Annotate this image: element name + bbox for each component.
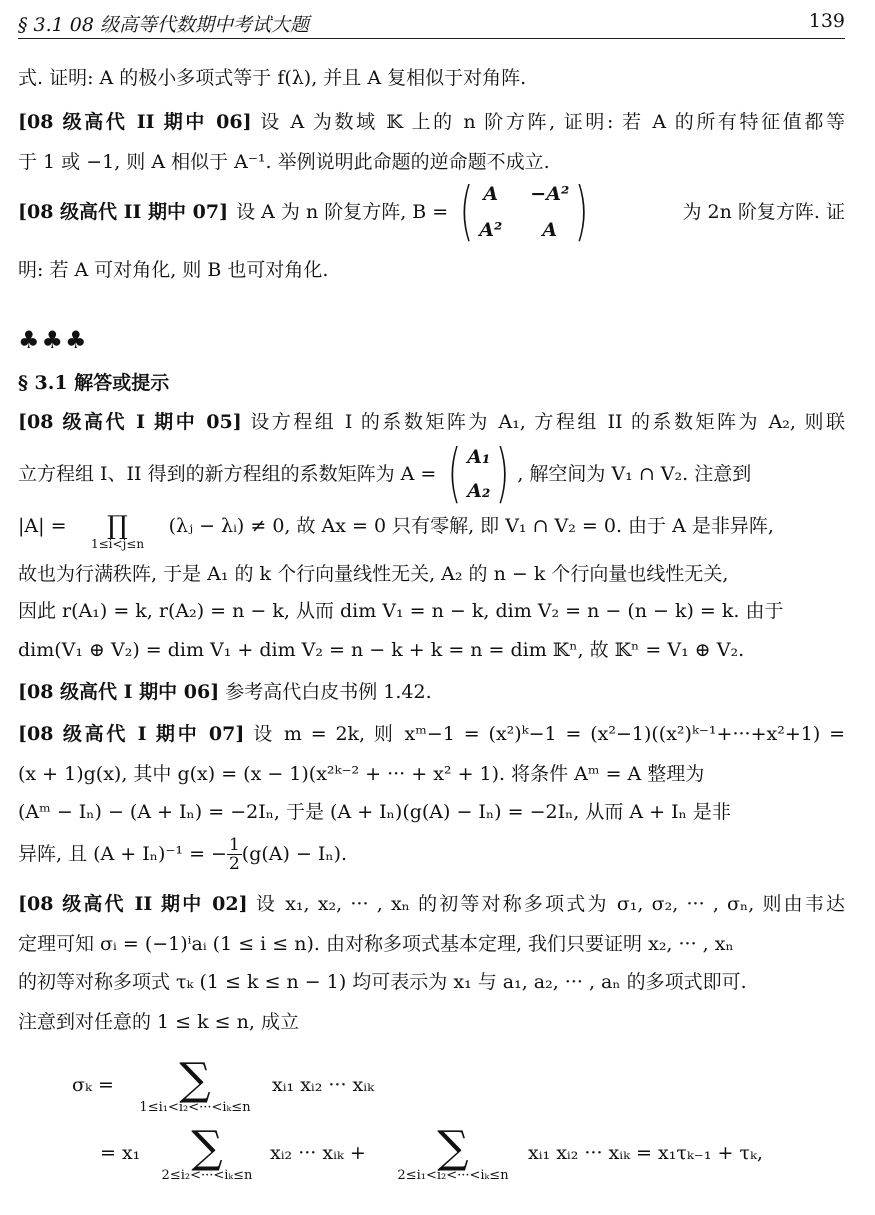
block-matrix-b: ( A −A² A² A ) <box>459 175 589 249</box>
problem-text: 于 1 或 −1, 则 A 相似于 A⁻¹. 举例说明此命题的逆命题不成立. <box>18 151 550 173</box>
matrix-cell: A₁ <box>467 446 491 468</box>
solution-text: 故也为行满秩阵, 于是 A₁ 的 k 个行向量线性无关, A₂ 的 n − k 个行向量也线性无关, <box>18 563 729 585</box>
problem-text: 明: 若 A 可对角化, 则 B 也可对角化. <box>18 259 329 281</box>
sum-limits: 2≤i₂<···<iₖ≤n <box>161 1168 253 1183</box>
solution-text: 异阵, 且 (A + Iₙ)⁻¹ = − <box>18 843 227 865</box>
matrix-cell: −A² <box>530 183 570 205</box>
solution-08-i-06 <box>18 678 845 706</box>
page-header <box>18 6 845 39</box>
equation-lhs: σₖ = <box>72 1074 114 1096</box>
solution-line <box>18 436 845 512</box>
matrix-cell: A <box>542 219 558 241</box>
solution-text: 参考高代白皮书例 1.42. <box>225 681 432 703</box>
solution-tag: [08 级高代 I 期中 05] <box>18 411 242 433</box>
problem-08-ii-06 <box>18 108 845 136</box>
solution-line <box>18 512 845 556</box>
solution-text: (λⱼ − λᵢ) ≠ 0, 故 Ax = 0 只有零解, 即 V₁ ∩ V₂ = 0. 由于 A 是非异阵, <box>168 515 774 537</box>
equation-term: xᵢ₁ xᵢ₂ ··· xᵢₖ <box>272 1074 375 1096</box>
solution-line <box>18 832 845 876</box>
solution-text: (g(A) − Iₙ). <box>241 843 348 865</box>
club-divider: ♣♣♣ <box>18 326 89 354</box>
sum-symbol: ∑ <box>191 1122 223 1173</box>
solution-text: , 解空间为 V₁ ∩ V₂. 注意到 <box>517 463 752 485</box>
equation-term: xᵢ₂ ··· xᵢₖ + <box>270 1142 366 1164</box>
fraction-denominator: 2 <box>228 853 240 874</box>
matrix-cell: A² <box>479 219 503 241</box>
solution-tag: [08 级高代 I 期中 07] <box>18 723 245 745</box>
sum-symbol: ∑ <box>179 1054 211 1105</box>
equation-lhs: = x₁ <box>100 1142 141 1164</box>
solution-tag: [08 级高代 I 期中 06] <box>18 681 220 703</box>
sum-symbol: ∑ <box>437 1122 469 1173</box>
problem-08-ii-07 <box>18 176 845 248</box>
stacked-matrix-a: ( A₁ A₂ ) <box>447 437 510 511</box>
section-heading: § 3.1 解答或提示 <box>18 372 170 394</box>
summation <box>120 1054 270 1115</box>
product-limits: 1≤i<j≤n <box>90 537 145 551</box>
problem-tag: [08 级高代 II 期中 06] <box>18 111 252 133</box>
problem-tag: [08 级高代 II 期中 07] <box>18 201 229 223</box>
solution-text: |A| = <box>18 515 67 537</box>
running-section-title: § 3.1 08 级高等代数期中考试大题 <box>18 14 310 36</box>
product-symbol: ∏ <box>107 511 128 541</box>
product-operator <box>73 512 163 550</box>
solution-tag: [08 级高代 II 期中 02] <box>18 893 248 915</box>
equation-term: xᵢ₁ xᵢ₂ ··· xᵢₖ = x₁τₖ₋₁ + τₖ, <box>528 1142 763 1164</box>
solution-text: (Aᵐ − Iₙ) − (A + Iₙ) = −2Iₙ, 于是 (A + Iₙ)(g(A) − Iₙ) = −2Iₙ, 从而 A + Iₙ 是非 <box>18 801 731 823</box>
solution-text: 设 x₁, x₂, ··· , xₙ 的初等对称多项式为 σ₁, σ₂, ··· , σₙ, 则由韦达 <box>255 893 846 915</box>
solution-text: 立方程组 I、II 得到的新方程组的系数矩阵为 A = <box>18 463 437 485</box>
problem-text: 式. 证明: A 的极小多项式等于 f(λ), 并且 A 复相似于对角阵. <box>18 67 527 89</box>
summation <box>382 1122 524 1183</box>
solution-08-i-05 <box>18 408 845 436</box>
solution-text: 的初等对称多项式 τₖ (1 ≤ k ≤ n − 1) 均可表示为 x₁ 与 a₁, a₂, ··· , aₙ 的多项式即可. <box>18 971 747 993</box>
solution-text: dim(V₁ ⊕ V₂) = dim V₁ + dim V₂ = n − k + k = n = dim 𝕂ⁿ, 故 𝕂ⁿ = V₁ ⊕ V₂. <box>18 639 745 661</box>
sum-limits: 2≤i₁<i₂<···<iₖ≤n <box>397 1168 509 1183</box>
solution-text: (x + 1)g(x), 其中 g(x) = (x − 1)(x²ᵏ⁻² + ··· + x² + 1). 将条件 Aᵐ = A 整理为 <box>18 763 705 785</box>
fraction-numerator: 1 <box>228 834 240 855</box>
problem-text: 为 2n 阶复方阵. 证 <box>682 201 845 223</box>
page-number: 139 <box>808 10 845 32</box>
solution-08-i-07 <box>18 720 845 748</box>
matrix-cell: A <box>483 183 499 205</box>
solution-text: 注意到对任意的 1 ≤ k ≤ n, 成立 <box>18 1011 299 1033</box>
solution-text: 设 m = 2k, 则 xᵐ−1 = (x²)ᵏ−1 = (x²−1)((x²)ᵏ⁻¹+···+x²+1) = <box>253 723 845 745</box>
solution-text: 设方程组 I 的系数矩阵为 A₁, 方程组 II 的系数矩阵为 A₂, 则联 <box>250 411 845 433</box>
fraction-one-half <box>227 836 242 873</box>
sum-limits: 1≤i₁<i₂<···<iₖ≤n <box>139 1100 251 1115</box>
solution-08-ii-02 <box>18 890 845 918</box>
problem-text: 设 A 为 n 阶复方阵, B = <box>236 201 449 223</box>
summation <box>150 1122 264 1183</box>
problem-text: 设 A 为数域 𝕂 上的 n 阶方阵, 证明: 若 A 的所有特征值都等 <box>260 111 845 133</box>
matrix-cell: A₂ <box>467 480 491 502</box>
solution-text: 因此 r(A₁) = k, r(A₂) = n − k, 从而 dim V₁ = n − k, dim V₂ = n − (n − k) = k. 由于 <box>18 600 784 622</box>
solution-text: 定理可知 σᵢ = (−1)ⁱaᵢ (1 ≤ i ≤ n). 由对称多项式基本定理, 我们只要证明 x₂, ··· , xₙ <box>18 933 734 955</box>
